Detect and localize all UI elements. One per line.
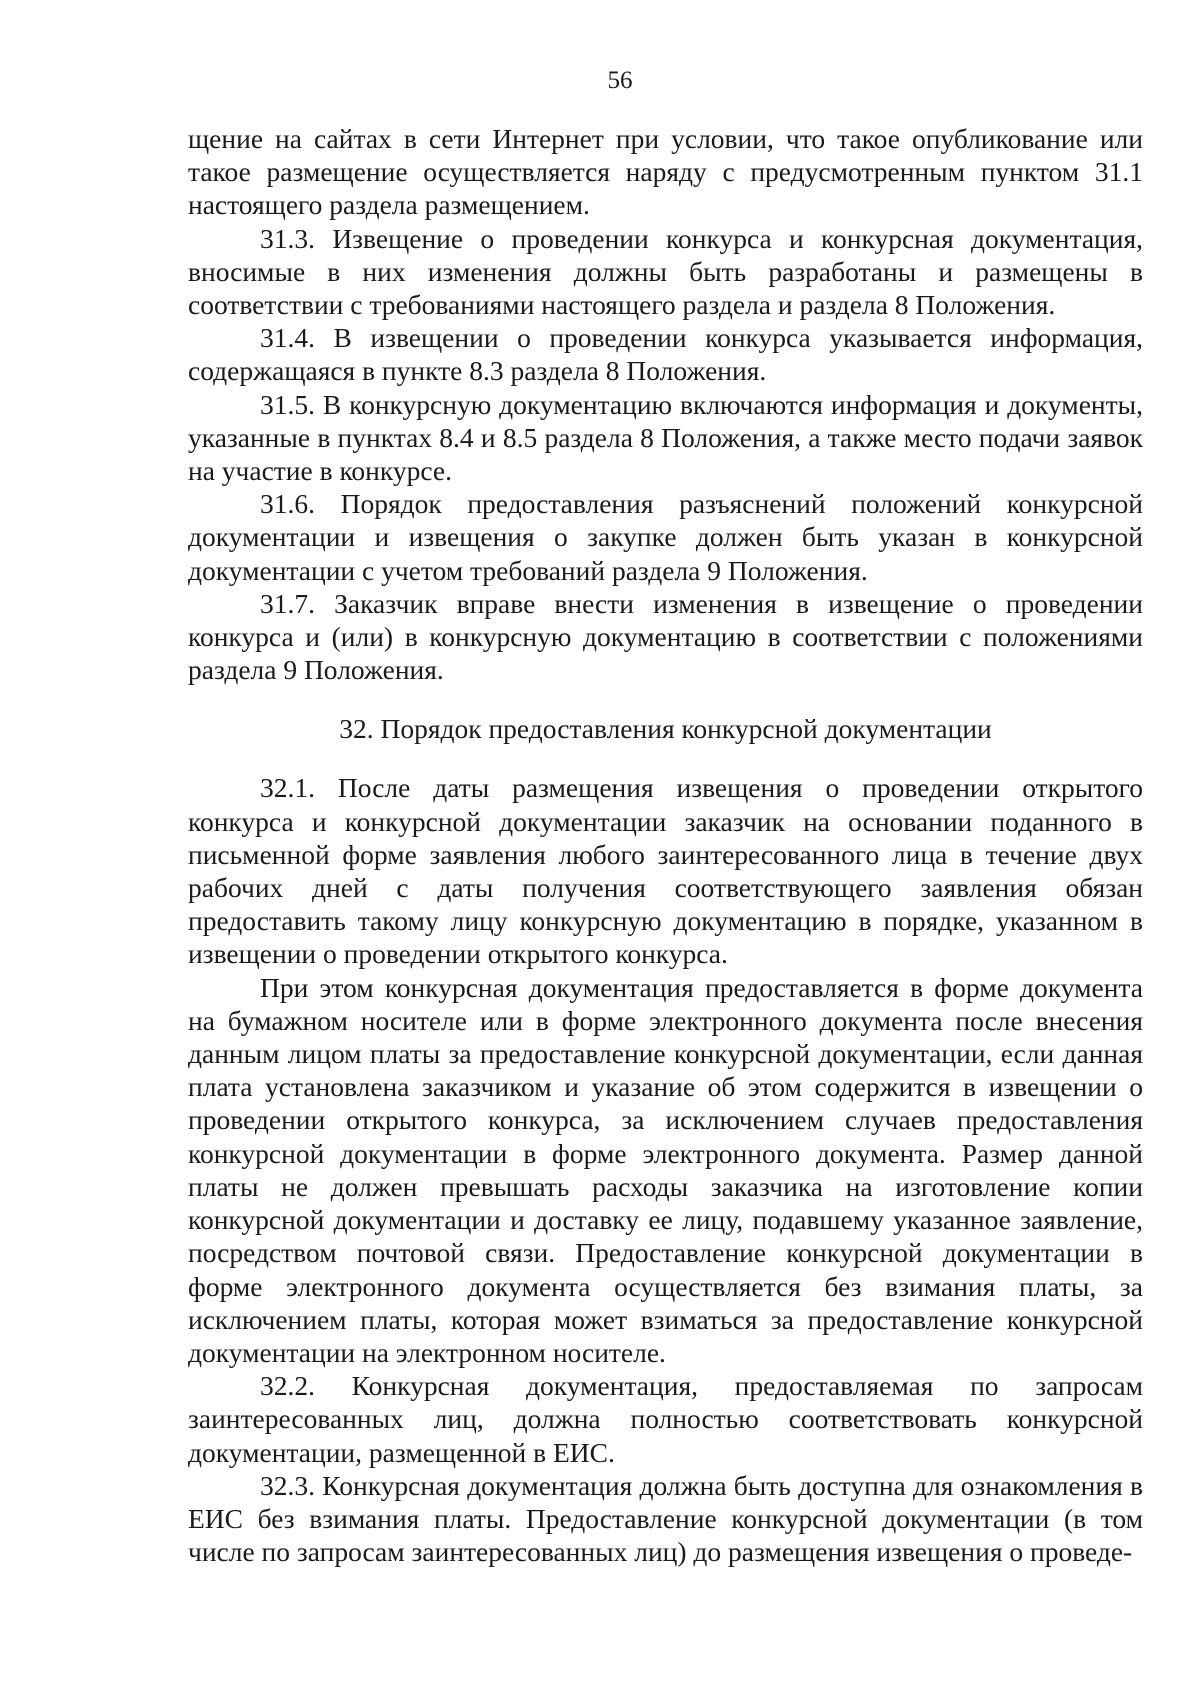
page-number: 56 [607, 67, 633, 94]
paragraph-32-1: 32.1. После даты размещения извещения о проведении открытого конкурса и конкурсной документации заказчик на основании поданного в письменной форме заявления любого заинтересованного лица в течение двух рабочих дней с даты получения соответствующего заявления обязан предоставить такому лицу конкурсную документацию в порядке, указанном в извещении о проведении открытого конкурса. [188, 772, 1143, 970]
paragraph-32-2: 32.2. Конкурсная документация, предоставляемая по запросам заинтересованных лиц, должна полностью соответствовать конкурсной документации, размещенной в ЕИС. [188, 1370, 1143, 1468]
paragraph-31-7: 31.7. Заказчик вправе внести изменения в извещение о проведении конкурса и (или) в конкурсную документацию в соответствии с положениями раздела 9 Положения. [188, 587, 1143, 686]
paragraph-continuation: щение на сайтах в сети Интернет при условии, что такое опубликование или такое размещение осуществляется наряду с предусмотренным пунктом 31.1 настоящего раздела размещением. [188, 123, 1143, 221]
paragraph-32-1-continued: При этом конкурсная документация предоставляется в форме документа на бумажном носителе или в форме электронного документа после внесения данным лицом платы за предоставление конкурсной документации, если данная плата установлена заказчиком и указание об этом содержится в извещении о проведении открытого конкурса, за исключением случаев предоставления конкурсной документации в форме электронного документа. Размер данной платы не должен превышать расходы заказчика на изготовление копии конкурсной документации и доставку ее лицу, подавшему указанное заявление, посредством почтовой связи. Предоставление конкурсной документации в форме электронного документа осуществляется без взимания платы, за исключением платы, которая может взиматься за предоставление конкурсной документации на электронном носителе. [188, 971, 1143, 1368]
paragraph-31-6: 31.6. Порядок предоставления разъяснений положений конкурсной документации и извещения о закупке должен быть указан в конкурсной документации с учетом требований раздела 9 Положения. [188, 488, 1143, 586]
document-body [188, 122, 1143, 1568]
section-heading: 32. Порядок предоставления конкурсной документации [339, 713, 992, 745]
paragraph-31-5: 31.5. В конкурсную документацию включаются информация и документы, указанные в пунктах 8.4 и 8.5 раздела 8 Положения, а также место подачи заявок на участие в конкурсе. [188, 388, 1143, 487]
paragraph-31-4: 31.4. В извещении о проведении конкурса указывается информация, содержащаяся в пункте 8.3 раздела 8 Положения. [188, 322, 1143, 387]
paragraph-31-3: 31.3. Извещение о проведении конкурса и конкурсная документация, вносимые в них изменения должны быть разработаны и размещены в соответствии с требованиями настоящего раздела и раздела 8 Положения. [188, 222, 1143, 321]
paragraph-32-3: 32.3. Конкурсная документация должна быть доступна для ознакомления в ЕИС без взимания платы. Предоставление конкурсной документации (в том числе по запросам заинтересованных лиц) до размещения извещения о проведе- [188, 1469, 1143, 1568]
